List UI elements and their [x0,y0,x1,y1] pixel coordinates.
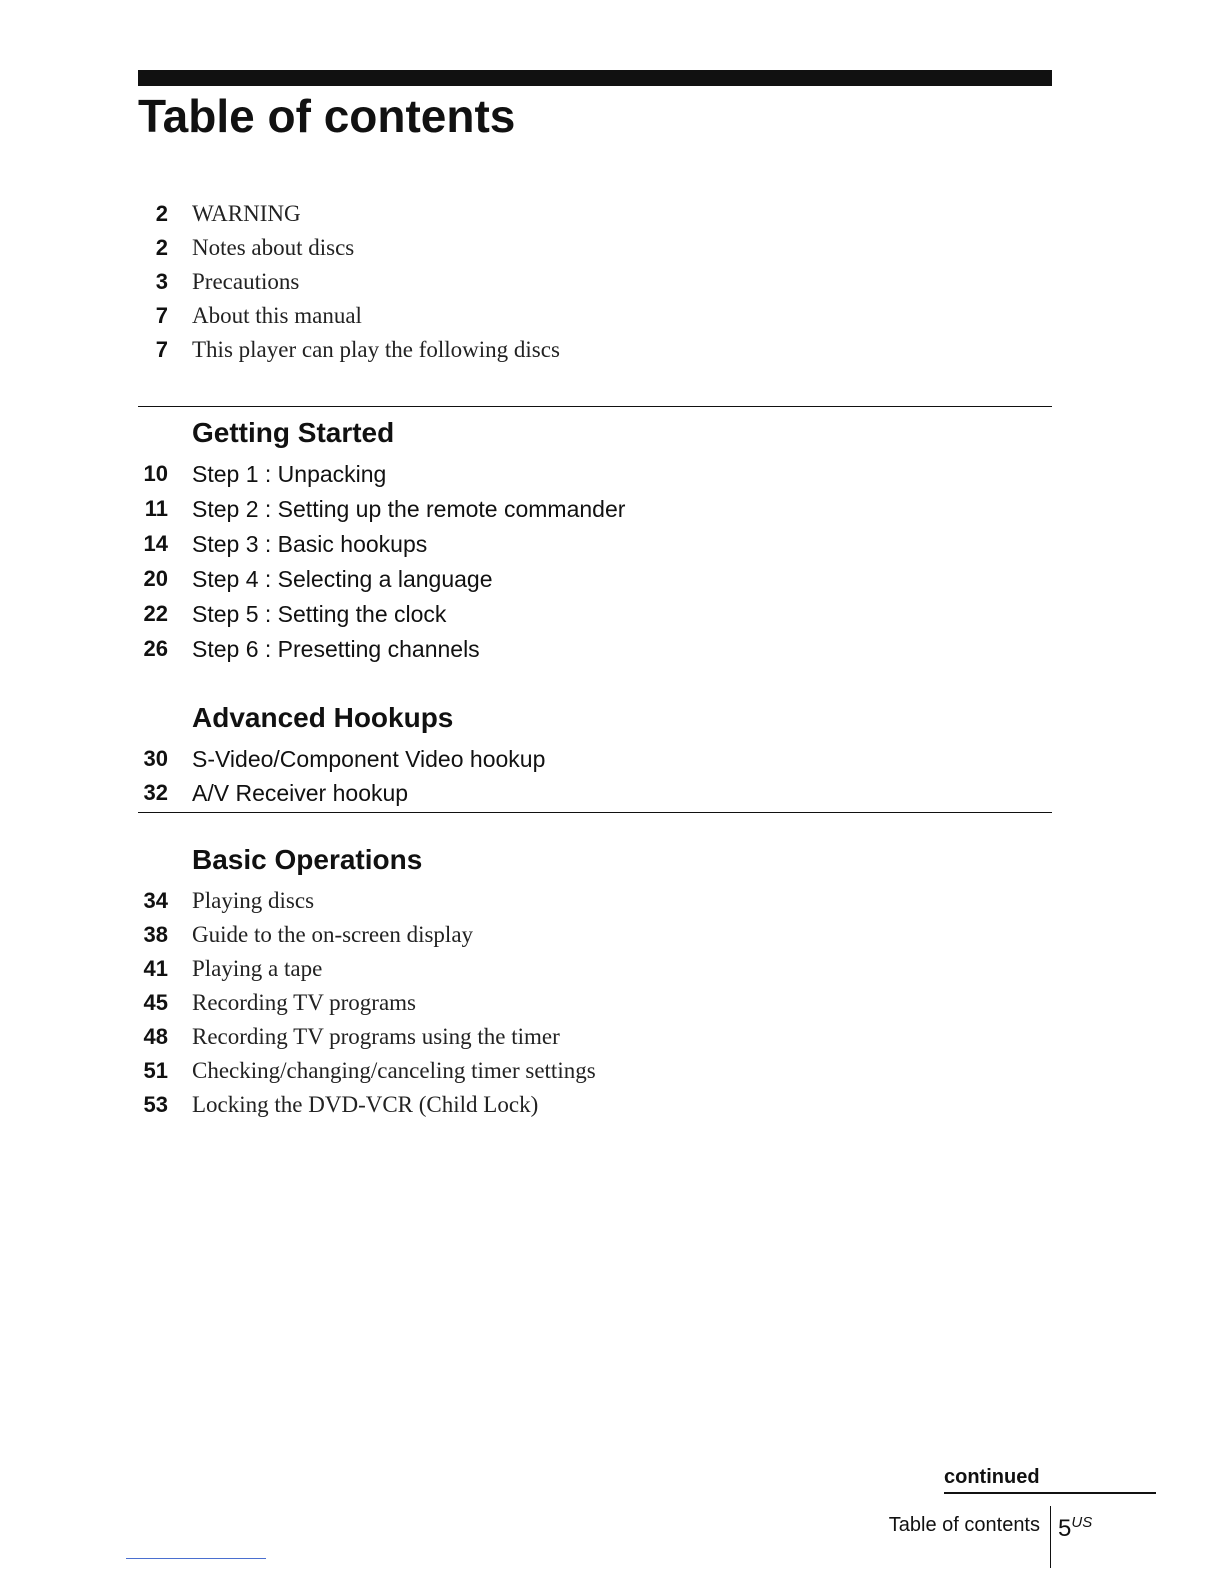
toc-entry-label: Step 1 : Unpacking [192,461,387,487]
footer-section-title: Table of contents [888,1514,1040,1536]
title-bar-rule [138,70,1052,86]
toc-entry-label: Recording TV programs using the timer [192,1024,560,1049]
toc-entry-label: Guide to the on-screen display [192,922,474,947]
toc-page-number: 48 [143,1024,168,1049]
toc-entry[interactable] [0,492,900,526]
toc-entry[interactable] [0,884,900,918]
toc-page-number: 38 [143,922,168,947]
toc-entry-label: Precautions [192,269,300,294]
toc-page-number: 53 [143,1092,168,1117]
footer-divider [1050,1506,1051,1568]
toc-page-number: 2 [155,201,168,226]
toc-entry-label: Step 4 : Selecting a language [192,566,493,592]
toc-entry[interactable] [0,1088,900,1122]
toc-entry[interactable] [0,1054,900,1088]
page-number [1058,1508,1092,1544]
toc-page-number: 11 [144,496,168,521]
toc-page-number: 26 [143,636,168,661]
toc-entry-label: Notes about discs [192,235,355,260]
page-number-value: 5 [1058,1515,1072,1542]
page-title: Table of contents [138,90,516,142]
toc-page-number: 14 [143,531,168,556]
toc-page-number: 34 [143,888,168,913]
toc-entry-label: Checking/changing/canceling timer settings [192,1058,596,1083]
section-heading-basic-operations: Basic Operations [192,844,423,875]
section-heading-getting-started: Getting Started [192,417,395,448]
section-divider [138,812,1052,813]
toc-entry[interactable] [0,742,900,776]
toc-entry-label: Step 3 : Basic hookups [192,531,428,557]
toc-entry-label: Recording TV programs [192,990,417,1015]
toc-entry-label: Step 5 : Setting the clock [192,601,447,627]
toc-page-number: 7 [155,303,168,328]
toc-page-number: 3 [155,269,168,294]
toc-entry[interactable] [0,1020,900,1054]
toc-entry[interactable] [0,333,900,367]
toc-entry[interactable] [0,952,900,986]
toc-entry-label: Playing a tape [192,956,323,981]
toc-entry[interactable] [0,918,900,952]
toc-entry-label: Step 6 : Presetting channels [192,636,480,662]
toc-page-number: 51 [143,1058,168,1083]
section-divider [138,406,1052,407]
page-number-suffix: US [1071,1514,1093,1531]
toc-entry[interactable] [0,597,900,631]
toc-page-number: 7 [155,337,168,362]
toc-entry-label: Locking the DVD-VCR (Child Lock) [192,1092,539,1117]
toc-page-number: 41 [143,956,168,981]
toc-page-number: 32 [143,780,168,805]
toc-entry-label: Step 2 : Setting up the remote commander [192,496,626,522]
toc-entry[interactable] [0,562,900,596]
toc-entry[interactable] [0,231,900,265]
toc-page-number: 2 [155,235,168,260]
toc-page-number: 45 [143,990,168,1015]
toc-entry[interactable] [0,632,900,666]
continued-label: continued [944,1466,1040,1488]
toc-entry-label: WARNING [192,201,301,226]
toc-entry-label: A/V Receiver hookup [192,780,409,806]
toc-page-number: 22 [143,601,168,626]
continued-rule [944,1492,1156,1494]
toc-page-number: 10 [143,461,168,486]
toc-entry-label: Playing discs [192,888,315,913]
margin-mark [126,1558,266,1559]
toc-entry[interactable] [0,299,900,333]
toc-page-number: 20 [143,566,168,591]
toc-entry[interactable] [0,457,900,491]
toc-entry[interactable] [0,265,900,299]
toc-entry[interactable] [0,197,900,231]
toc-entry-label: About this manual [192,303,362,328]
toc-entry-label: This player can play the following discs [192,337,560,362]
section-heading-advanced-hookups: Advanced Hookups [192,702,454,733]
toc-entry-label: S-Video/Component Video hookup [192,746,546,772]
toc-entry[interactable] [0,986,900,1020]
toc-entry[interactable] [0,527,900,561]
toc-entry[interactable] [0,776,900,810]
toc-page-number: 30 [143,746,168,771]
